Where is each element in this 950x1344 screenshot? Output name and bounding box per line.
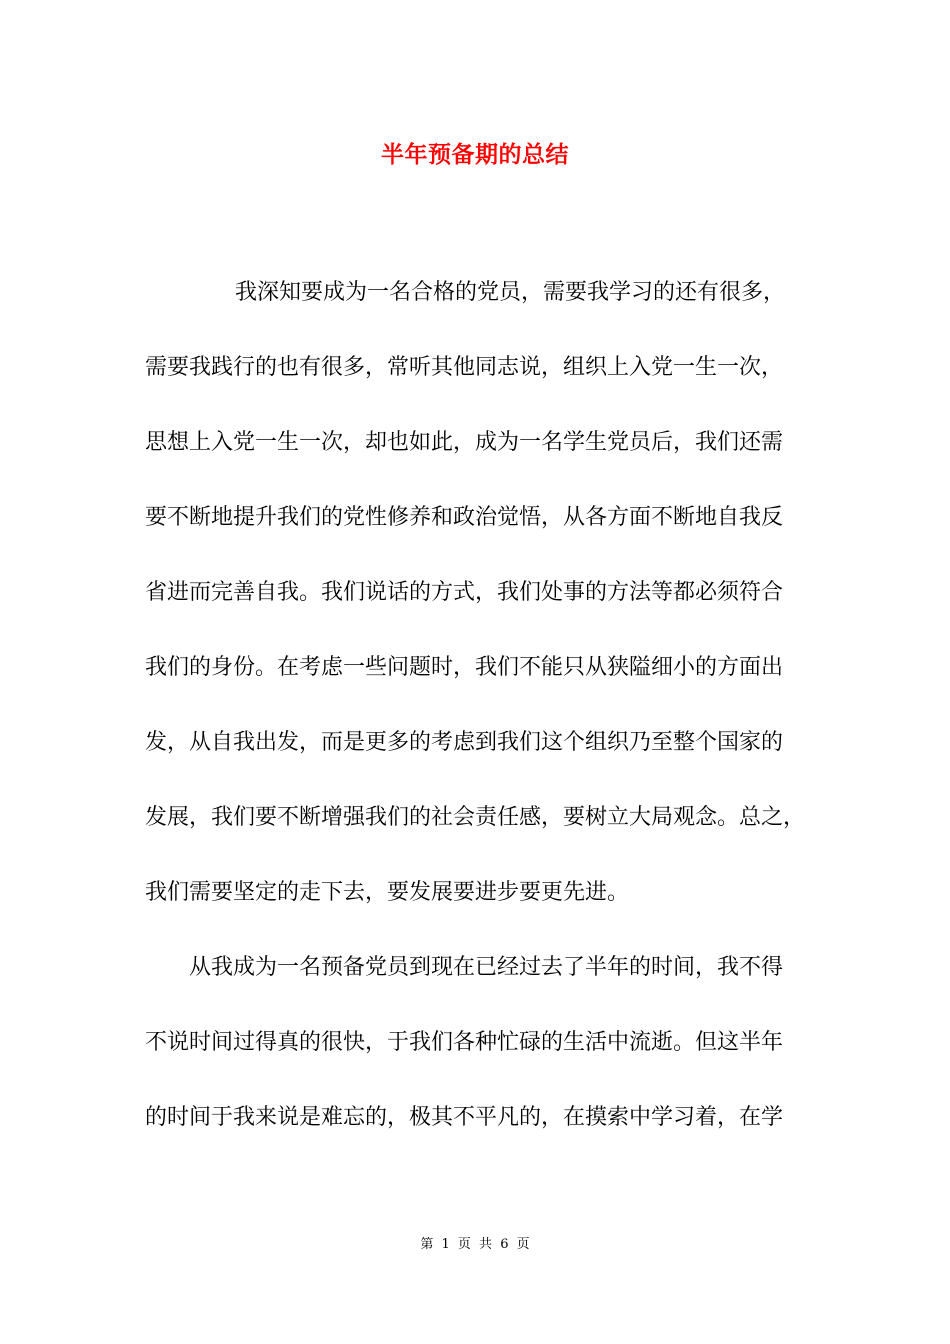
paragraph-line: 发，从自我出发，而是更多的考虑到我们这个组织乃至整个国家的 <box>145 730 784 755</box>
paragraph-line: 不说时间过得真的很快，于我们各种忙碌的生活中流逝。但这半年 <box>145 1030 784 1055</box>
paragraph-line: 我们的身份。在考虑一些问题时，我们不能只从狭隘细小的方面出 <box>145 655 784 680</box>
paragraph-line: 要不断地提升我们的党性修养和政治觉悟，从各方面不断地自我反 <box>145 505 784 530</box>
paragraph-line: 需要我践行的也有很多，常听其他同志说，组织上入党一生一次， <box>145 355 784 380</box>
paragraph-line: 思想上入党一生一次，却也如此，成为一名学生党员后，我们还需 <box>145 430 784 455</box>
paragraph-line: 我们需要坚定的走下去，要发展要进步要更先进。 <box>145 880 630 905</box>
paragraph-line: 的时间于我来说是难忘的，极其不平凡的，在摸索中学习着，在学 <box>145 1105 784 1130</box>
paragraph-line: 发展，我们要不断增强我们的社会责任感，要树立大局观念。总之， <box>145 805 806 830</box>
paragraph-line: 从我成为一名预备党员到现在已经过去了半年的时间，我不得 <box>189 955 784 980</box>
document-title: 半年预备期的总结 <box>381 141 569 168</box>
paragraph-line: 省进而完善自我。我们说话的方式，我们处事的方法等都必须符合 <box>145 580 784 605</box>
paragraph-line: 我深知要成为一名合格的党员，需要我学习的还有很多， <box>235 280 786 305</box>
page-number-footer: 第 1 页 共 6 页 <box>420 1237 530 1252</box>
